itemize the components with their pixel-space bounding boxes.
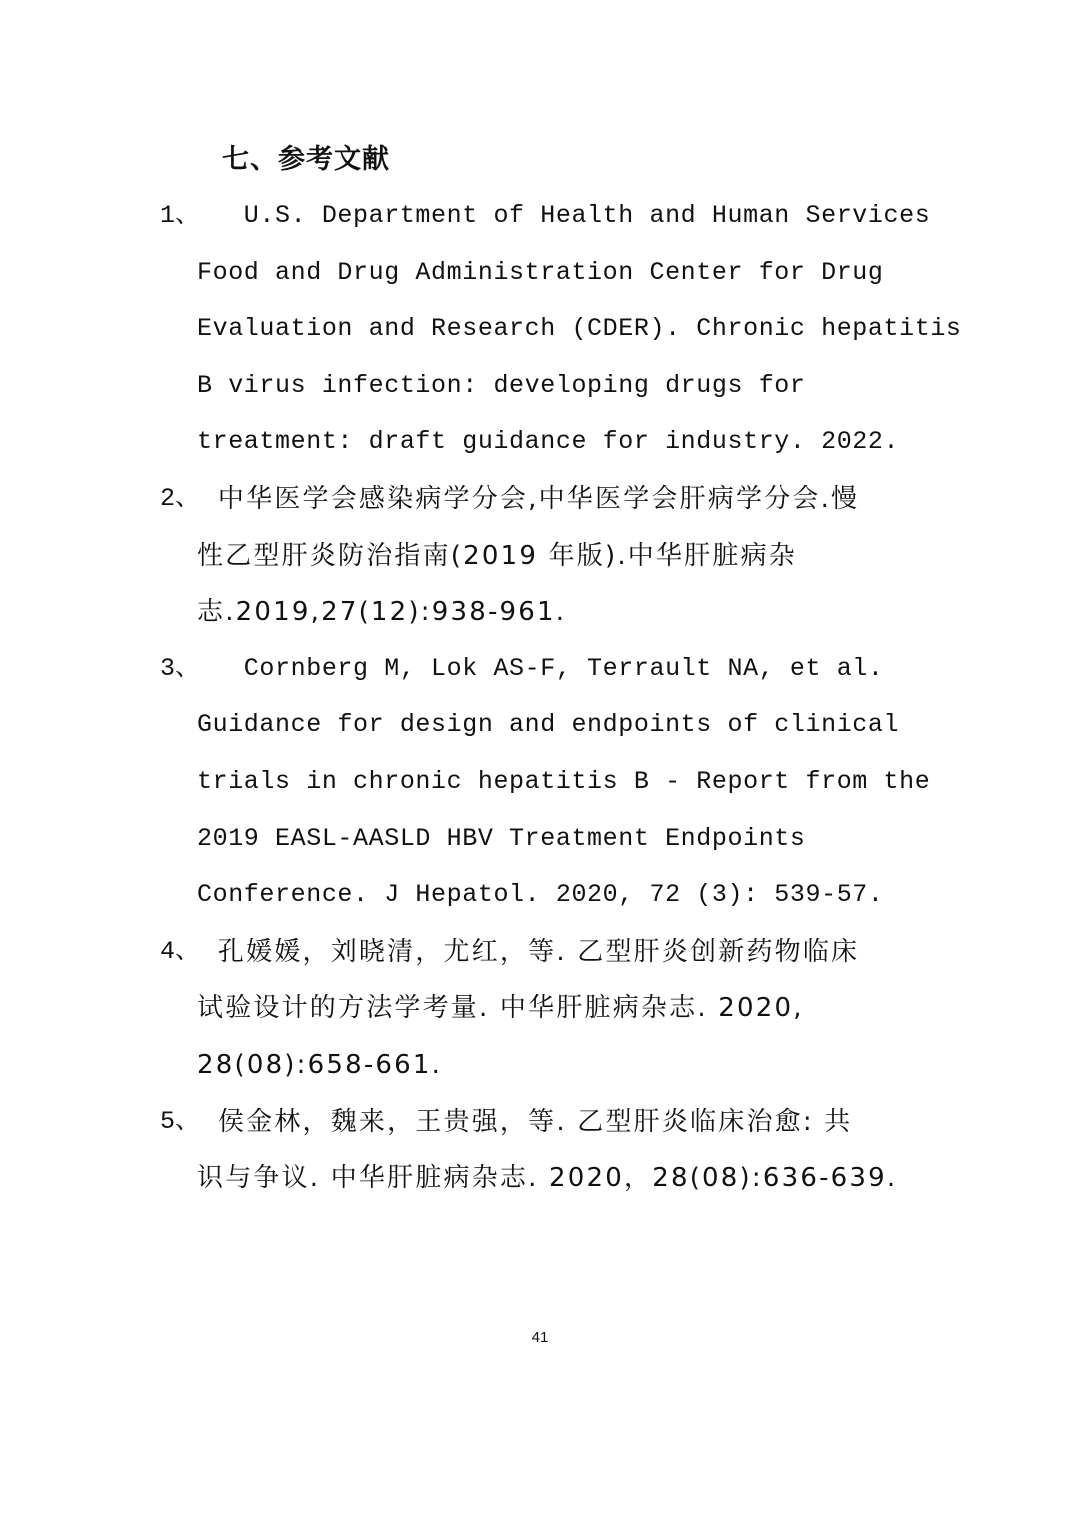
section-heading: 七、参考文献: [222, 144, 390, 175]
reference-line: Cornberg M, Lok AS-F, Terrault NA, et al.: [197, 653, 884, 683]
reference-line: 28(08):658-661.: [197, 1049, 443, 1080]
reference-line: 2019 EASL-AASLD HBV Treatment Endpoints: [197, 823, 806, 853]
reference-line: 识与争议. 中华肝脏病杂志. 2020，28(08):636-639.: [197, 1163, 898, 1194]
reference-line: Guidance for design and endpoints of clinical: [197, 710, 900, 740]
reference-line: Evaluation and Research (CDER). Chronic hepatitis: [197, 314, 962, 344]
reference-line: 中华医学会感染病学分会,中华医学会肝病学分会.慢: [197, 483, 860, 514]
reference-line: 试验设计的方法学考量. 中华肝脏病杂志. 2020,: [197, 993, 804, 1024]
reference-line: B virus infection: developing drugs for: [197, 370, 806, 400]
reference-line: 侯金林，魏来，王贵强，等. 乙型肝炎临床治愈: 共: [197, 1106, 853, 1137]
reference-item-5: [160, 1094, 920, 1207]
reference-line: Conference. J Hepatol. 2020, 72 (3): 539-57.: [197, 880, 884, 910]
reference-item-4: [160, 924, 920, 1094]
reference-item-1: [160, 188, 962, 471]
reference-line: 志.2019,27(12):938-961.: [197, 597, 567, 628]
reference-number: 5、: [160, 1106, 201, 1136]
reference-line: treatment: draft guidance for industry. 2022.: [197, 427, 900, 457]
page-number: 41: [531, 1329, 549, 1346]
reference-line: Food and Drug Administration Center for Drug: [197, 257, 884, 287]
reference-number: 2、: [160, 483, 201, 513]
reference-number: 1、: [160, 201, 201, 230]
reference-line: trials in chronic hepatitis B - Report from the: [197, 766, 931, 796]
reference-line: 性乙型肝炎防治指南(2019 年版).中华肝脏病杂: [197, 540, 797, 571]
reference-number: 3、: [160, 653, 201, 683]
reference-list: [160, 188, 962, 1207]
reference-item-3: [160, 641, 931, 924]
reference-number: 4、: [160, 936, 201, 966]
reference-item-2: [160, 471, 920, 641]
reference-line: 孔媛媛，刘晓清，尤红，等. 乙型肝炎创新药物临床: [197, 936, 860, 967]
reference-line: U.S. Department of Health and Human Services: [197, 201, 931, 230]
